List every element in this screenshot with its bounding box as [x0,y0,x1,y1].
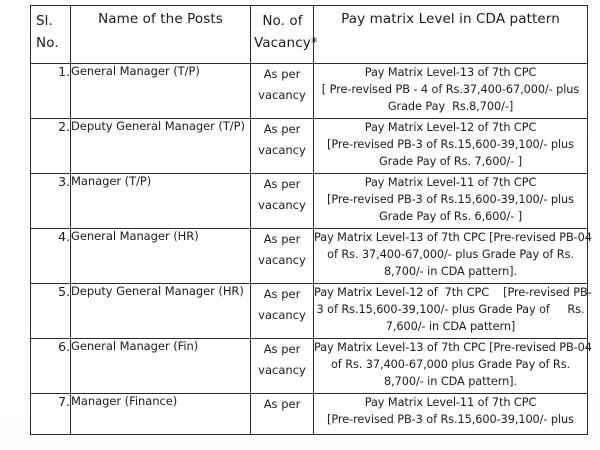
row-pay-matrix-line2: [Pre-revised PB-3 of Rs.15,600-39,100/- plus [327,193,574,207]
row-vacancy-line1: As per [263,287,301,301]
table-body [31,64,592,435]
column-header-sl-no-line2: No. [36,35,59,52]
row-pay-matrix-line2: [ Pre-revised PB - 4 of Rs.37,400-67,000/- plus [321,83,580,97]
column-header-sl-no-line1: Sl. [36,13,53,29]
row-post-name: Manager (Finance) [71,394,251,435]
column-header-name-of-posts-label: Name of the Posts [98,11,223,27]
row-sl-no: 4. [31,229,71,284]
row-pay-matrix-line1: Pay Matrix Level-12 of 7th CPC [364,121,537,134]
row-vacancy-line2: vacancy [258,143,306,158]
row-pay-matrix-line3: 7,600/- in CDA pattern] [385,320,516,334]
row-pay-matrix [314,284,592,339]
column-header-pay-matrix [314,6,588,64]
row-vacancy-line2: vacancy [258,308,306,323]
row-vacancy [251,119,314,174]
row-pay-matrix-line3: 8,700/- in CDA pattern]. [384,375,517,389]
row-vacancy [251,174,314,229]
row-vacancy-line1: As per [263,232,301,246]
table-row [31,64,588,119]
column-header-pay-matrix-label: Pay matrix Level in CDA pattern [341,11,560,27]
table-header-row [31,6,588,64]
row-pay-matrix-line3: 8,700/- in CDA pattern]. [384,265,517,279]
row-sl-no: 2. [31,119,71,174]
row-pay-matrix-line2: of Rs. 37,400-67,000/- plus Grade Pay of Rs. [327,248,574,262]
row-vacancy-line1: As per [263,67,301,81]
row-vacancy-line2: vacancy [258,253,306,268]
row-vacancy-line2: vacancy [258,363,306,378]
row-pay-matrix-line1: Pay Matrix Level-11 of 7th CPC [364,396,537,409]
row-pay-matrix-line3: Grade Pay Rs.8,700/-] [387,100,514,114]
table-row [31,229,588,284]
row-pay-matrix [314,229,592,284]
row-post-name: General Manager (Fin) [71,339,251,394]
row-pay-matrix-line2: [Pre-revised PB-3 of Rs.15,600-39,100/- plus [327,138,574,152]
row-vacancy [251,284,314,339]
row-sl-no: 1. [31,64,71,119]
table-row [31,119,588,174]
row-vacancy [251,339,314,394]
row-pay-matrix-line2: of Rs. 37,400-67,000 plus Grade Pay of Rs. [330,358,571,372]
row-vacancy [251,394,314,435]
row-pay-matrix-line3: Grade Pay of Rs. 6,600/- ] [378,210,523,224]
row-post-name: General Manager (T/P) [71,64,251,119]
row-pay-matrix-line2: 3 of Rs.15,600-39,100/- plus Grade Pay of Rs. [316,303,585,317]
column-header-no-of-vacancy-line2: Vacancy* [254,35,318,52]
row-pay-matrix [314,64,588,119]
row-vacancy-line2: vacancy [258,88,306,103]
row-pay-matrix [314,339,592,394]
row-vacancy-line1: As per [263,342,301,356]
column-header-sl-no [31,6,71,64]
row-sl-no: 3. [31,174,71,229]
table-row [31,284,588,339]
column-header-no-of-vacancy-line1: No. of [262,13,303,29]
row-pay-matrix-line3: Grade Pay of Rs. 7,600/- ] [378,155,523,169]
row-sl-no: 5. [31,284,71,339]
row-pay-matrix-line1: Pay Matrix Level-11 of 7th CPC [364,176,537,189]
row-pay-matrix [314,119,588,174]
row-post-name: Manager (T/P) [71,174,251,229]
row-pay-matrix-line1: Pay Matrix Level-13 of 7th CPC [Pre-revised PB-04 [314,341,592,354]
column-header-name-of-posts [71,6,251,64]
row-vacancy-line2: vacancy [258,198,306,213]
row-pay-matrix-line1: Pay Matrix Level-13 of 7th CPC [Pre-revised PB-04 [314,231,592,244]
table-row [31,394,588,435]
table-row [31,174,588,229]
table-row [31,339,588,394]
row-pay-matrix [314,394,588,435]
row-post-name: Deputy General Manager (T/P) [71,119,251,174]
row-sl-no: 6. [31,339,71,394]
row-vacancy-line1: As per [263,397,301,411]
row-post-name: Deputy General Manager (HR) [71,284,251,339]
row-pay-matrix-line2: [Pre-revised PB-3 of Rs.15,600-39,100/- plus [327,413,574,427]
row-pay-matrix-line1: Pay Matrix Level-12 of 7th CPC [Pre-revised PB- [314,286,592,299]
row-vacancy [251,64,314,119]
row-pay-matrix-line1: Pay Matrix Level-13 of 7th CPC [364,66,537,79]
row-vacancy [251,229,314,284]
row-vacancy-line1: As per [263,122,301,136]
row-pay-matrix [314,174,588,229]
row-sl-no: 7. [31,394,71,435]
column-header-no-of-vacancy [251,6,318,64]
vacancy-table [30,5,592,435]
row-vacancy-line1: As per [263,177,301,191]
row-post-name: General Manager (HR) [71,229,251,284]
